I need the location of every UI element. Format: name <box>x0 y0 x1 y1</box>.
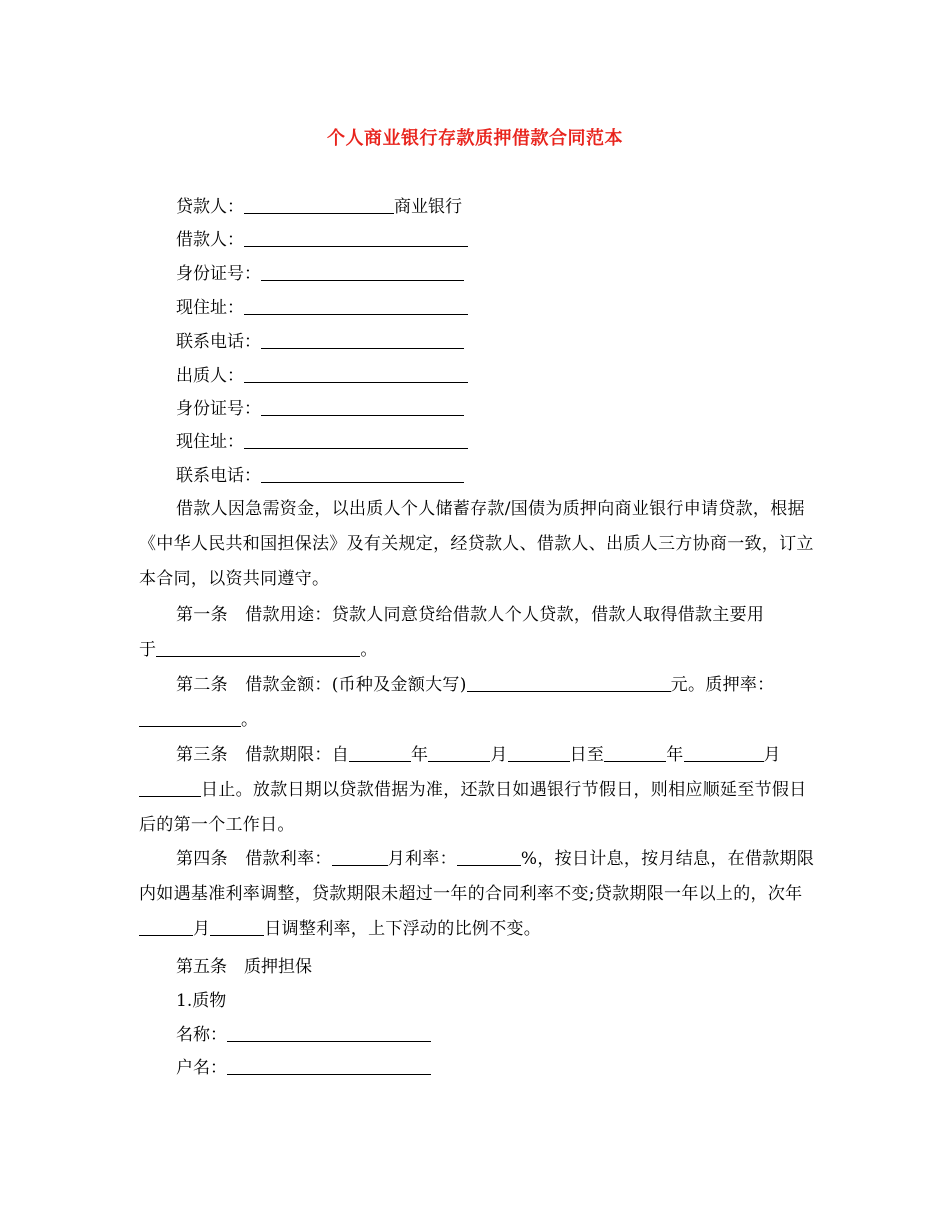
article-3-year: 年 <box>411 745 429 765</box>
annual-rate-blank[interactable] <box>332 849 388 866</box>
article-1 <box>139 598 819 633</box>
borrower-line <box>176 228 468 252</box>
adjust-day-blank[interactable] <box>210 919 264 936</box>
pledge-rate-blank[interactable] <box>139 710 241 727</box>
account-name-line <box>176 1056 431 1080</box>
pledger-id-label: 身份证号： <box>176 399 261 419</box>
borrower-address-line <box>176 296 468 320</box>
pledger-id-line <box>176 397 464 421</box>
pledger-phone-line <box>176 464 464 488</box>
lender-suffix: 商业银行 <box>394 197 462 217</box>
article-4-rest2: 日调整利率，上下浮动的比例不变。 <box>264 919 542 939</box>
article-2-middle: 元。质押率： <box>670 675 775 695</box>
article-5-heading: 第五条 质押担保 <box>176 957 312 977</box>
article-2 <box>139 668 819 703</box>
loan-purpose-blank[interactable] <box>156 640 360 657</box>
borrower-id-blank[interactable] <box>261 264 464 281</box>
document-title: 个人商业银行存款质押借款合同范本 <box>327 128 623 149</box>
borrower-blank[interactable] <box>244 230 468 247</box>
article-1-continued <box>139 633 819 668</box>
account-name-label: 户名： <box>176 1058 227 1078</box>
collateral-name-line <box>176 1023 431 1047</box>
borrower-phone-line <box>176 330 464 354</box>
pledger-address-label: 现住址： <box>176 432 244 452</box>
article-4 <box>139 842 819 947</box>
end-day-blank[interactable] <box>139 780 201 797</box>
article-2-continued <box>139 703 819 738</box>
pledger-phone-blank[interactable] <box>261 466 464 483</box>
article-5-item-1: 1.质物 <box>176 991 227 1011</box>
borrower-phone-label: 联系电话： <box>176 332 261 352</box>
borrower-id-label: 身份证号： <box>176 264 261 284</box>
article-2-end: 。 <box>241 710 259 730</box>
article-1-text: 第一条 借款用途：贷款人同意贷给借款人个人贷款，借款人取得借款主要用 <box>176 605 765 625</box>
end-year-blank[interactable] <box>604 745 666 762</box>
borrower-address-label: 现住址： <box>176 298 244 318</box>
article-4-prefix: 第四条 借款利率： <box>176 849 332 869</box>
lender-label: 贷款人： <box>176 197 244 217</box>
borrower-phone-blank[interactable] <box>261 332 464 349</box>
article-4-month: 月 <box>193 919 211 939</box>
article-3 <box>139 738 819 843</box>
article-3-day-to: 日至 <box>569 745 605 765</box>
start-month-blank[interactable] <box>428 745 490 762</box>
pledger-blank[interactable] <box>244 366 468 383</box>
article-4-rest1: %，按日计息，按月结息，在借款期限内如遇基准利率调整，贷款期限未超过一年的合同利率不变;贷款期限一年以上的，次年 <box>139 849 815 904</box>
pledger-id-blank[interactable] <box>261 399 464 416</box>
intro-paragraph: 借款人因急需资金，以出质人个人储蓄存款/国债为质押向商业银行申请贷款，根据《中华人民共和国担保法》及有关规定，经贷款人、借款人、出质人三方协商一致，订立本合同，以资共同遵守。 <box>139 499 814 589</box>
pledger-line <box>176 364 468 388</box>
pledger-address-line <box>176 430 468 454</box>
article-3-month: 月 <box>490 745 508 765</box>
loan-amount-blank[interactable] <box>467 675 671 692</box>
article-3-rest: 日止。放款日期以贷款借据为准，还款日如遇银行节假日，则相应顺延至节假日后的第一个工作日。 <box>139 780 807 835</box>
article-1-cont-prefix: 于 <box>139 640 157 660</box>
article-4-month-rate: 月利率： <box>387 849 457 869</box>
article-1-cont-suffix: 。 <box>360 640 378 660</box>
start-day-blank[interactable] <box>508 745 570 762</box>
end-month-blank[interactable] <box>684 745 764 762</box>
lender-blank[interactable] <box>244 197 394 214</box>
collateral-name-label: 名称： <box>176 1025 227 1045</box>
lender-line <box>176 195 462 219</box>
pledger-phone-label: 联系电话： <box>176 466 261 486</box>
account-name-blank[interactable] <box>227 1058 431 1075</box>
collateral-name-blank[interactable] <box>227 1025 431 1042</box>
article-3-prefix: 第三条 借款期限：自 <box>176 745 349 765</box>
article-3-year2: 年 <box>666 745 684 765</box>
borrower-label: 借款人： <box>176 230 244 250</box>
borrower-address-blank[interactable] <box>244 298 468 315</box>
pledger-address-blank[interactable] <box>244 432 468 449</box>
monthly-rate-blank[interactable] <box>457 849 521 866</box>
pledger-label: 出质人： <box>176 366 244 386</box>
borrower-id-line <box>176 262 464 286</box>
start-year-blank[interactable] <box>349 745 411 762</box>
article-3-month2: 月 <box>763 745 781 765</box>
article-2-prefix: 第二条 借款金额：(币种及金额大写) <box>176 675 467 695</box>
adjust-month-blank[interactable] <box>139 919 193 936</box>
